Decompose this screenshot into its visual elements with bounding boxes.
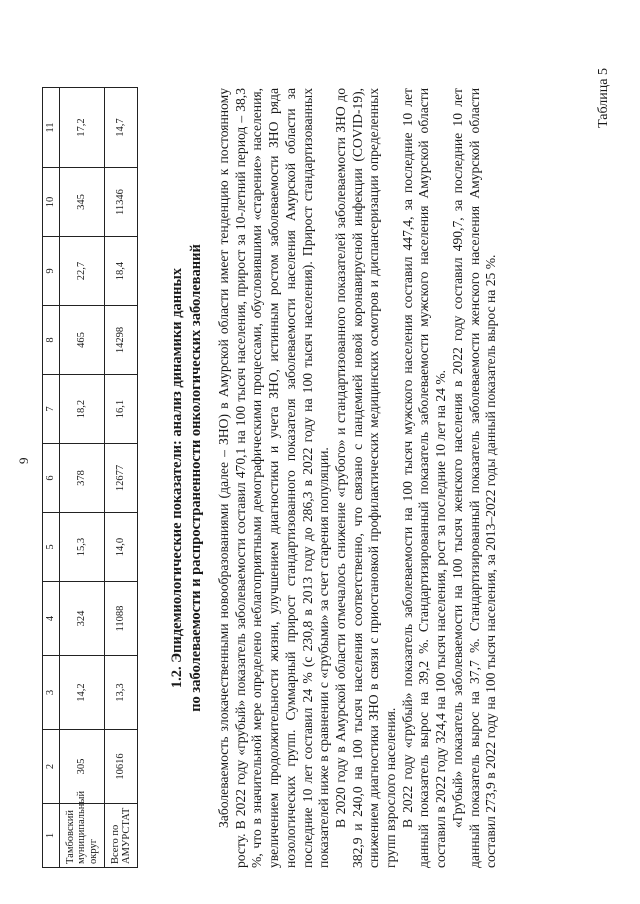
table-cell: 11088 <box>105 582 138 656</box>
table-cell: 22,7 <box>60 237 105 306</box>
table-cell: 14,2 <box>60 656 105 730</box>
section-heading-line: по заболеваемости и распространенности онкологических заболеваний <box>188 244 204 712</box>
table-cell: 14298 <box>105 306 138 375</box>
section-heading <box>168 88 206 868</box>
table-cell: 18,4 <box>105 237 138 306</box>
table-cell: 345 <box>60 168 105 237</box>
table-cell: 465 <box>60 306 105 375</box>
table-cell: 11346 <box>105 168 138 237</box>
table-cell: 14,0 <box>105 513 138 582</box>
table-header-cell: 6 <box>43 444 60 513</box>
table-cell: 324 <box>60 582 105 656</box>
table-cell: 10616 <box>105 730 138 804</box>
table-cell: 16,1 <box>105 375 138 444</box>
table-header-row <box>43 88 60 868</box>
table-cell: 378 <box>60 444 105 513</box>
table-header-cell: 4 <box>43 582 60 656</box>
table-cell: 17,2 <box>60 88 105 168</box>
table-caption: Таблица 5 <box>596 68 611 128</box>
table-header-cell: 11 <box>43 88 60 168</box>
table-header-cell: 10 <box>43 168 60 237</box>
table-header-cell: 1 <box>43 804 60 868</box>
table-header-cell: 5 <box>43 513 60 582</box>
table-cell: 12677 <box>105 444 138 513</box>
table-header-cell: 8 <box>43 306 60 375</box>
section-heading-line: 1.2. Эпидемиологические показатели: анализ динамики данных <box>169 267 185 689</box>
rotated-page-content <box>16 48 620 868</box>
paragraph: Заболеваемость злокачественными новообразованиями (далее – ЗНО) в Амурской области имеет тенденцию к постоянному росту. В 2022 году «грубый» показатель заболеваемости составил 470,1 на 100 тысяч населения, прирост за 10-летний период – 38,3 %, что в значительной мере определено неблагоприятными демографическими процессами, обусловившими «старение» населения, увеличением продолжительности жизни, улучшением диагностики и учета ЗНО, истинным ростом заболеваемости ЗНО ряда нозологических групп. Суммарный прирост стандартизованного показателя заболеваемости населения Амурской области за последние 10 лет составил 24 % (с 230,8 в 2013 году до 286,3 в 2022 году на 100 тысяч населения). Прирост стандартизованных показателей ниже в сравнении с «грубыми» за счет старения популяции. <box>216 88 332 868</box>
table-row-label: Тамбовский муниципальный округ <box>60 804 105 868</box>
table-header-cell: 7 <box>43 375 60 444</box>
table-row <box>105 88 138 868</box>
table-row <box>60 88 105 868</box>
statistics-table <box>42 87 138 868</box>
table-cell: 305 <box>60 730 105 804</box>
table-cell: 18,2 <box>60 375 105 444</box>
table-header-cell: 2 <box>43 730 60 804</box>
table-row-label: Всего по АМУРСТАТ <box>105 804 138 868</box>
table-header-cell: 9 <box>43 237 60 306</box>
paragraph: В 2020 году в Амурской области отмечалось снижение «грубого» и стандартизованного показателей заболеваемости ЗНО до 382,9 и 240,0 на 100 тысяч населения соответственно, что связано с пандемией новой коронавирусной инфекции (COVID-19), снижением диагностики ЗНО в связи с приостановкой профилактических медицинских осмотров и диспансеризации определенных групп взрослого населения. <box>332 88 399 868</box>
table-cell: 15,3 <box>60 513 105 582</box>
table-header-cell: 3 <box>43 656 60 730</box>
table-cell: 14,7 <box>105 88 138 168</box>
table-cell: 13,3 <box>105 656 138 730</box>
paragraph: «Грубый» показатель заболеваемости на 100 тысяч женского населения в 2022 году составил 490,7, за последние 10 лет данный показатель вырос на 37,7 %. Стандартизированный показатель заболеваемости женского населения Амурской области составил 273,9 в 2022 году на 100 тысяч населения, за 2013–2022 годы данный показатель вырос на 25 %. <box>449 88 499 868</box>
page-number: 9 <box>16 457 31 464</box>
body-text <box>216 88 500 868</box>
paragraph: В 2022 году «грубый» показатель заболеваемости на 100 тысяч мужского населения составил 447,4, за последние 10 лет данный показатель вырос на 39,2 %. Стандартизированный показатель заболеваемости мужского населения Амурской области составил в 2022 году 324,4 на 100 тысяч населения, рост за последние 10 лет на 24 %. <box>399 88 449 868</box>
